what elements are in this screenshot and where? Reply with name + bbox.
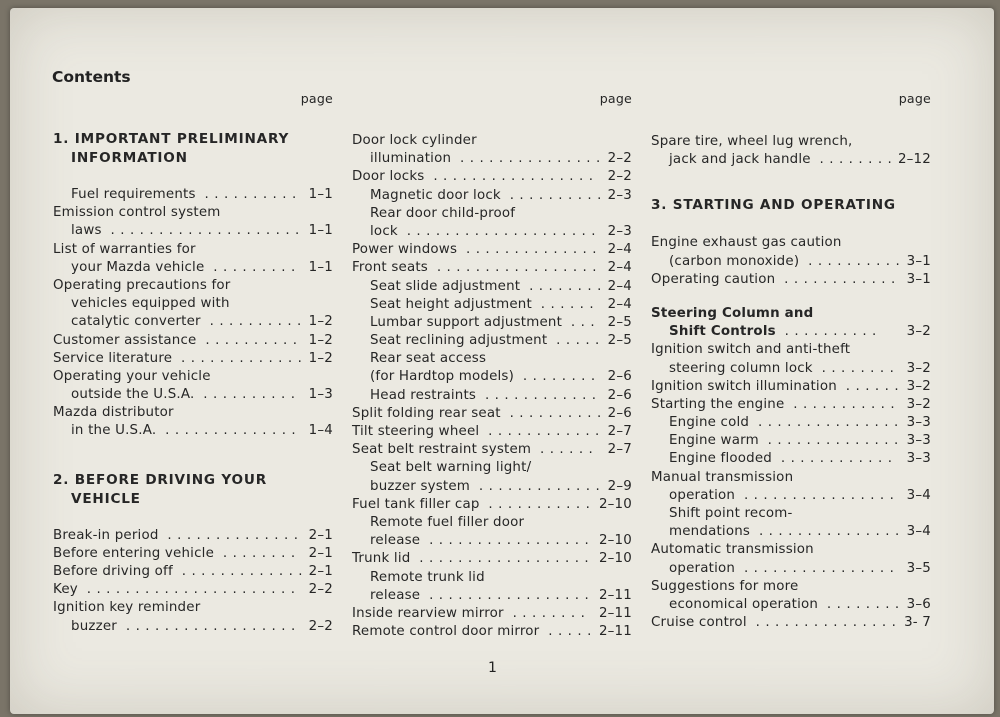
toc-entry-title: Door lock cylinder xyxy=(352,133,477,148)
toc-entry: buzzer system . . . . . . . . . . . . . 2–9 xyxy=(352,478,632,496)
toc-entry xyxy=(651,133,931,151)
toc-entry-title: operation xyxy=(669,560,736,576)
toc-entry: Customer assistance . . . . . . . . . . 1–2 xyxy=(53,332,333,350)
page-ref: 2–6 xyxy=(607,369,632,385)
toc-entry-title: List of warranties for xyxy=(53,241,196,257)
toc-entry xyxy=(651,234,931,252)
page-header-label: page xyxy=(898,91,931,106)
page-header-label: page xyxy=(300,91,333,106)
toc-entry-title: your Mazda vehicle xyxy=(71,259,205,275)
toc-entry-title: mendations xyxy=(669,524,751,540)
toc-entry-title: operation xyxy=(669,487,736,503)
toc-entry-title: Door locks xyxy=(352,169,425,185)
page-ref: 3–1 xyxy=(906,271,931,287)
contents-column-3 xyxy=(651,90,931,632)
contents-column-1 xyxy=(53,90,333,636)
toc-entry: Break-in period . . . . . . . . . . . . . . 2–1 xyxy=(53,527,333,545)
toc-entry: buzzer . . . . . . . . . . . . . . . . . . 2–2 xyxy=(53,618,333,636)
page-ref: 3- 7 xyxy=(904,615,931,631)
page-ref: 2–2 xyxy=(607,151,632,167)
toc-entry: Lumbar support adjustment . . . 2–5 xyxy=(352,314,632,332)
page-ref: 2–6 xyxy=(607,387,632,403)
toc-entry xyxy=(352,205,632,223)
toc-entry xyxy=(53,404,333,422)
toc-entry: Engine warm . . . . . . . . . . . . . . 3–3 xyxy=(651,432,931,450)
section-heading: INFORMATION xyxy=(71,150,188,166)
page-ref: 3–1 xyxy=(906,253,931,269)
toc-entry-title: economical operation xyxy=(669,596,819,612)
toc-entry-title: Remote fuel filler door xyxy=(370,514,525,530)
toc-entry: Operating caution . . . . . . . . . . . . 3–1 xyxy=(651,271,931,289)
toc-entry-title: Seat height adjustment xyxy=(370,296,532,312)
toc-entry-title: (for Hardtop models) xyxy=(370,369,515,385)
page-ref: 3–6 xyxy=(906,596,931,612)
toc-entry-title: (carbon monoxide) xyxy=(669,253,800,269)
contents-column-2 xyxy=(352,90,632,641)
toc-entry-title: Fuel tank filler cap xyxy=(352,496,480,512)
page-ref: 2–7 xyxy=(607,442,632,458)
toc-entry: Power windows . . . . . . . . . . . . . . 2–4 xyxy=(352,241,632,259)
toc-entry-title: Service literature xyxy=(53,350,173,366)
page-ref: 2–1 xyxy=(308,564,333,579)
toc-entry-title: Seat belt warning light/ xyxy=(370,460,532,476)
toc-entry-title: Magnetic door lock xyxy=(370,187,501,203)
page-ref: 3–2 xyxy=(906,360,931,376)
section-heading: 1. IMPORTANT PRELIMINARY xyxy=(53,131,290,147)
toc-entry-title: Tilt steering wheel xyxy=(352,424,480,439)
page-ref: 2–2 xyxy=(308,582,333,598)
toc-entry: laws . . . . . . . . . . . . . . . . . . . . 1–1 xyxy=(53,222,333,240)
page-ref: 2–10 xyxy=(598,496,632,512)
toc-entry-title: Ignition switch illumination xyxy=(651,378,837,394)
page-header-label: page xyxy=(599,91,632,106)
page-ref: 2–9 xyxy=(607,478,632,494)
page-ref: 2–4 xyxy=(607,260,632,276)
page-ref: 1–2 xyxy=(308,350,333,366)
toc-entry: Cruise control . . . . . . . . . . . . . . . 3- 7 xyxy=(651,614,931,632)
page-ref: 3–3 xyxy=(906,415,931,431)
toc-entry: Seat belt restraint system . . . . . . 2–7 xyxy=(352,441,632,459)
toc-entry-title: Suggestions for more xyxy=(651,578,799,594)
toc-entry: in the U.S.A. . . . . . . . . . . . . . . 1–4 xyxy=(53,422,333,440)
toc-entry-title: Spare tire, wheel lug wrench, xyxy=(651,134,853,149)
toc-entry xyxy=(352,350,632,368)
toc-entry: catalytic converter . . . . . . . . . . 1–2 xyxy=(53,313,333,331)
toc-entry xyxy=(53,368,333,386)
page-ref: 3–2 xyxy=(906,378,931,394)
toc-entry: Fuel requirements . . . . . . . . . . 1–1 xyxy=(53,186,333,204)
page-ref: 1–1 xyxy=(308,187,333,202)
page-ref: 2–4 xyxy=(607,242,632,258)
toc-entry-title: catalytic converter xyxy=(71,314,201,330)
toc-entry-title: buzzer xyxy=(71,618,117,634)
toc-entry-title: steering column lock xyxy=(669,360,813,376)
toc-entry-title: outside the U.S.A. xyxy=(71,387,195,403)
section-heading: 2. BEFORE DRIVING YOUR xyxy=(53,471,268,488)
page-ref: 2–3 xyxy=(607,187,632,203)
page-ref: 3–4 xyxy=(906,487,931,503)
page-ref: 2–10 xyxy=(598,551,632,567)
toc-entry-title: buzzer system xyxy=(370,478,471,494)
toc-entry xyxy=(352,459,632,477)
toc-entry xyxy=(651,469,931,487)
toc-entry-title: Fuel requirements xyxy=(71,187,196,202)
toc-entry-title: Operating your vehicle xyxy=(53,368,211,384)
page-ref: 2–4 xyxy=(607,296,632,312)
toc-entry: Service literature . . . . . . . . . . . . . 1–2 xyxy=(53,350,333,368)
toc-entry-title: release xyxy=(370,587,421,603)
page-ref: 2–11 xyxy=(598,624,632,640)
toc-entry: Remote control door mirror . . . . . 2–11 xyxy=(352,623,632,641)
page-ref: 3–2 xyxy=(906,324,931,340)
toc-entry: Seat slide adjustment . . . . . . . . 2–4 xyxy=(352,278,632,296)
toc-entry: Engine flooded . . . . . . . . . . . . 3–3 xyxy=(651,450,931,468)
page-ref: 1–2 xyxy=(308,314,333,330)
subsection-heading: Shift Controls . . . . . . . . . . 3–2 xyxy=(651,323,931,341)
toc-entry: jack and jack handle . . . . . . . . 2–12 xyxy=(651,151,931,169)
toc-entry-title: release xyxy=(370,533,421,549)
toc-entry xyxy=(53,599,333,617)
toc-entry-title: Remote trunk lid xyxy=(370,569,485,585)
page-title: Contents xyxy=(52,68,131,86)
toc-entry-title: Seat belt restraint system xyxy=(352,442,532,458)
page-ref: 2–11 xyxy=(598,587,632,603)
toc-entry-title: lock xyxy=(370,223,398,239)
page-ref: 1–2 xyxy=(308,332,333,348)
page-ref: 2–4 xyxy=(607,278,632,294)
toc-entry: Tilt steering wheel . . . . . . . . . . . . 2–7 xyxy=(352,423,632,441)
toc-entry: Fuel tank filler cap . . . . . . . . . . . 2–10 xyxy=(352,496,632,514)
page-ref: 2–10 xyxy=(598,533,632,549)
toc-entry xyxy=(352,569,632,587)
toc-entry xyxy=(651,505,931,523)
toc-entry-title: Rear door child-proof xyxy=(370,205,516,221)
page-ref: 2–6 xyxy=(607,405,632,421)
toc-entry-title: Engine warm xyxy=(669,433,759,449)
toc-entry-title: Shift point recom- xyxy=(669,506,793,521)
toc-entry: illumination . . . . . . . . . . . . . . . 2–2 xyxy=(352,150,632,168)
toc-entry: release . . . . . . . . . . . . . . . . . 2–10 xyxy=(352,532,632,550)
toc-entry-title: Break-in period xyxy=(53,527,159,543)
toc-entry xyxy=(651,578,931,596)
toc-entry-title: Inside rearview mirror xyxy=(352,605,504,621)
toc-entry: Engine cold . . . . . . . . . . . . . . . 3–3 xyxy=(651,414,931,432)
toc-entry xyxy=(53,295,333,313)
toc-entry: (for Hardtop models) . . . . . . . . 2–6 xyxy=(352,368,632,386)
page-ref: 1–3 xyxy=(308,387,333,403)
toc-entry: Front seats . . . . . . . . . . . . . . . . . 2–4 xyxy=(352,259,632,277)
toc-entry: Before entering vehicle . . . . . . . . 2–1 xyxy=(53,545,333,563)
toc-entry: economical operation . . . . . . . . 3–6 xyxy=(651,596,931,614)
page-ref: 2–11 xyxy=(598,605,632,621)
toc-entry: Split folding rear seat . . . . . . . . . . 2–6 xyxy=(352,405,632,423)
toc-entry-title: Ignition switch and anti-theft xyxy=(651,342,851,358)
toc-entry-title: Rear seat access xyxy=(370,351,487,367)
toc-entry-title: Engine exhaust gas caution xyxy=(651,235,842,251)
page-ref: 3–4 xyxy=(906,524,931,540)
toc-entry: steering column lock . . . . . . . . 3–2 xyxy=(651,360,931,378)
toc-entry: Key . . . . . . . . . . . . . . . . . . . . . . 2–2 xyxy=(53,581,333,599)
page-ref: 2–12 xyxy=(897,152,931,168)
page-number: 1 xyxy=(488,660,497,676)
page-ref: 1–1 xyxy=(308,223,333,239)
toc-entry-title: Power windows xyxy=(352,242,458,258)
toc-entry: Before driving off . . . . . . . . . . . . . 2–1 xyxy=(53,563,333,581)
page-ref: 3–3 xyxy=(906,433,931,449)
page-ref: 1–4 xyxy=(308,423,333,439)
page-ref: 2–2 xyxy=(308,618,333,634)
toc-entry-title: Ignition key reminder xyxy=(53,600,201,616)
toc-entry-title: Remote control door mirror xyxy=(352,624,540,640)
toc-entry-title: Seat slide adjustment xyxy=(370,278,521,294)
toc-entry-title: Customer assistance xyxy=(53,332,197,348)
toc-entry-title: Seat reclining adjustment xyxy=(370,333,548,349)
toc-entry-title: Front seats xyxy=(352,260,428,276)
toc-entry-title: Manual transmission xyxy=(651,469,794,485)
toc-entry-title: Before entering vehicle xyxy=(53,545,215,561)
toc-entry-title: laws xyxy=(71,223,102,239)
toc-entry-title: Engine flooded xyxy=(669,451,773,467)
toc-entry xyxy=(352,132,632,150)
toc-entry-title: illumination xyxy=(370,151,452,167)
page-ref: 2–7 xyxy=(607,424,632,439)
page-ref: 2–2 xyxy=(607,169,632,185)
toc-entry-title: Mazda distributor xyxy=(53,405,174,421)
toc-entry xyxy=(53,277,333,295)
toc-entry-title: Cruise control xyxy=(651,615,747,631)
toc-entry-title: Before driving off xyxy=(53,564,173,579)
subsection-heading: Steering Column and xyxy=(651,305,814,321)
toc-entry: mendations . . . . . . . . . . . . . . . 3–4 xyxy=(651,523,931,541)
toc-entry: Door locks . . . . . . . . . . . . . . . . . 2–2 xyxy=(352,168,632,186)
toc-entry-title: Emission control system xyxy=(53,205,221,221)
toc-entry-title: Lumbar support adjustment xyxy=(370,314,563,330)
page-ref: 3–2 xyxy=(906,396,931,412)
toc-entry-title: Automatic transmission xyxy=(651,542,814,558)
toc-entry: Magnetic door lock . . . . . . . . . . 2–3 xyxy=(352,187,632,205)
toc-entry: Seat height adjustment . . . . . . 2–4 xyxy=(352,296,632,314)
toc-entry xyxy=(53,241,333,259)
page-ref: 3–3 xyxy=(906,451,931,467)
page-ref: 2–1 xyxy=(308,545,333,561)
section-heading: 3. STARTING AND OPERATING xyxy=(651,197,896,214)
page-ref: 2–3 xyxy=(607,223,632,239)
toc-entry: your Mazda vehicle . . . . . . . . . 1–1 xyxy=(53,259,333,277)
toc-entry xyxy=(53,204,333,222)
page-ref: 1–1 xyxy=(308,259,333,275)
toc-entry-title: jack and jack handle xyxy=(669,152,811,168)
toc-entry-title: Operating precautions for xyxy=(53,277,231,293)
toc-entry: Seat reclining adjustment . . . . . 2–5 xyxy=(352,332,632,350)
toc-entry xyxy=(651,341,931,359)
toc-entry: Inside rearview mirror . . . . . . . . 2–11 xyxy=(352,605,632,623)
toc-entry: Head restraints . . . . . . . . . . . . 2–6 xyxy=(352,387,632,405)
toc-entry-title: Split folding rear seat xyxy=(352,405,501,421)
toc-entry xyxy=(352,514,632,532)
page-ref: 3–5 xyxy=(906,560,931,576)
page-ref: 2–5 xyxy=(607,314,632,330)
toc-entry: outside the U.S.A. . . . . . . . . . . 1–3 xyxy=(53,386,333,404)
toc-entry: operation . . . . . . . . . . . . . . . . 3–5 xyxy=(651,560,931,578)
toc-entry-title: Starting the engine xyxy=(651,396,785,412)
toc-entry: Trunk lid . . . . . . . . . . . . . . . . . . 2–10 xyxy=(352,550,632,568)
page-ref: 2–1 xyxy=(308,527,333,543)
manual-page xyxy=(10,8,994,714)
toc-entry-title: Key xyxy=(53,582,78,598)
toc-entry: operation . . . . . . . . . . . . . . . . 3–4 xyxy=(651,487,931,505)
toc-entry: Starting the engine . . . . . . . . . . . 3–2 xyxy=(651,396,931,414)
section-heading: VEHICLE xyxy=(71,490,141,507)
toc-entry: (carbon monoxide) . . . . . . . . . . 3–1 xyxy=(651,253,931,271)
toc-entry-title: Trunk lid xyxy=(352,551,411,567)
toc-entry-title: vehicles equipped with xyxy=(71,296,230,312)
toc-entry-title: Head restraints xyxy=(370,387,477,403)
toc-entry xyxy=(651,541,931,559)
toc-entry-title: Operating caution xyxy=(651,271,776,287)
page-ref: 2–5 xyxy=(607,333,632,349)
toc-entry: release . . . . . . . . . . . . . . . . . 2–11 xyxy=(352,587,632,605)
toc-entry-title: Engine cold xyxy=(669,415,750,431)
toc-entry: lock . . . . . . . . . . . . . . . . . . . . 2–3 xyxy=(352,223,632,241)
toc-entry-title: in the U.S.A. xyxy=(71,423,157,439)
toc-entry: Ignition switch illumination . . . . . . 3–2 xyxy=(651,378,931,396)
